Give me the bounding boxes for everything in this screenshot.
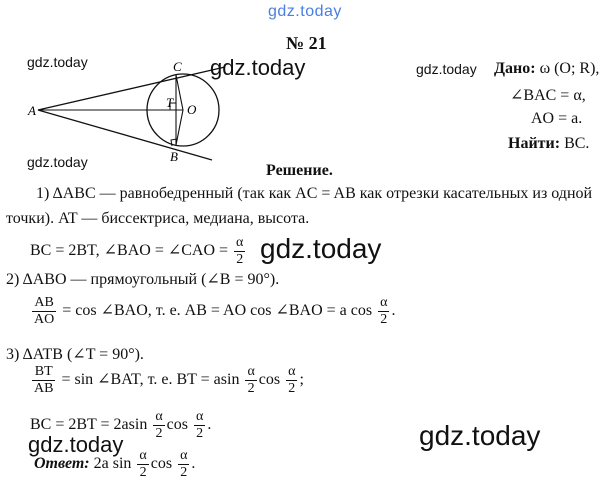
tangent-lines <box>38 67 225 160</box>
frac-alpha-2-a: $\frac{\alpha}{2}$ <box>236 235 244 267</box>
label-b: B <box>170 149 178 164</box>
given-line-3: AO = a. <box>531 110 583 127</box>
watermark-bottom-right: gdz.today <box>419 420 541 451</box>
watermark-left-2: gdz.today <box>27 154 88 170</box>
find-line <box>508 135 589 153</box>
answer-label: Ответ: <box>34 455 90 473</box>
line-3: 2) ΔABO — прямоугольный (∠B = 90°). <box>6 271 280 288</box>
given-line-2: ∠BAC = α, <box>510 87 586 104</box>
line-7: BC = 2BT = 2asin $\frac{\alpha}{2}$ cos $\frac{\alpha}{2}$ . <box>30 409 212 441</box>
line-7-text: BC = 2BT = 2asin <box>30 416 148 434</box>
watermark-given: gdz.today <box>416 61 477 77</box>
label-t: T <box>166 95 174 110</box>
frac-alpha-2-b: $\frac{\alpha}{2}$ <box>380 295 388 327</box>
frac-alpha-2-e: $\frac{\alpha}{2}$ <box>155 409 163 441</box>
frac-alpha-2-d: $\frac{\alpha}{2}$ <box>288 364 296 396</box>
given-line-1 <box>494 60 599 78</box>
geometry-diagram <box>0 0 240 175</box>
frac-alpha-2-c: $\frac{\alpha}{2}$ <box>247 364 255 396</box>
frac-alpha-2-f: $\frac{\alpha}{2}$ <box>196 409 204 441</box>
line-5: 3) ΔATB (∠T = 90°). <box>6 346 144 363</box>
given-label: Дано: <box>494 60 536 77</box>
watermark-mid: gdz.today <box>260 233 382 264</box>
inner-segments <box>38 75 183 145</box>
line-6: $\frac{BT}{AB}$ = sin ∠BAT, т. е. BT = asin $\frac{\alpha}{2}$ cos $\frac{\alpha}{2}$ ; <box>34 364 304 396</box>
line-1a: 1) ΔABC — равнобедренный (так как AC = AB как отрезки касательных из одной <box>36 185 593 202</box>
watermark-diagram: gdz.today <box>210 55 306 80</box>
label-a: A <box>28 103 36 118</box>
label-c: C <box>173 59 182 74</box>
label-o: O <box>187 102 197 117</box>
frac-ab-ao: $\frac{AB}{AO}$ <box>34 295 55 327</box>
given-value-1: ω (O; R), <box>535 60 600 77</box>
solution-title: Решение. <box>266 162 333 179</box>
watermark-left-1: gdz.today <box>27 54 88 70</box>
find-label: Найти: <box>508 135 561 152</box>
line-4-text: = cos ∠BAO, т. е. AB = AO cos ∠BAO = a cos <box>62 302 373 320</box>
answer-line: Ответ: 2a sin $\frac{\alpha}{2}$ cos $\frac{\alpha}{2}$ . <box>34 448 196 480</box>
frac-alpha-2-h: $\frac{\alpha}{2}$ <box>180 448 188 480</box>
frac-alpha-2-g: $\frac{\alpha}{2}$ <box>139 448 147 480</box>
frac-bt-ab: $\frac{BT}{AB}$ <box>34 364 54 396</box>
line-4: $\frac{AB}{AO}$ = cos ∠BAO, т. е. AB = AO cos ∠BAO = a cos $\frac{\alpha}{2}$ . <box>34 295 396 327</box>
watermark-bottom-left: gdz.today <box>28 432 124 457</box>
line-2 <box>30 236 247 267</box>
problem-number: № 21 <box>286 33 327 53</box>
line-1b: точки). AT — биссектриса, медиана, высота. <box>6 210 310 227</box>
find-value: BC. <box>560 135 590 152</box>
line-6-text: = sin ∠BAT, т. е. BT = asin <box>61 371 240 389</box>
line-2-text: BC = 2BT, ∠BAO = ∠CAO = <box>30 242 229 260</box>
watermark-top: gdz.today <box>268 3 342 20</box>
answer-text: 2a sin <box>93 455 132 473</box>
